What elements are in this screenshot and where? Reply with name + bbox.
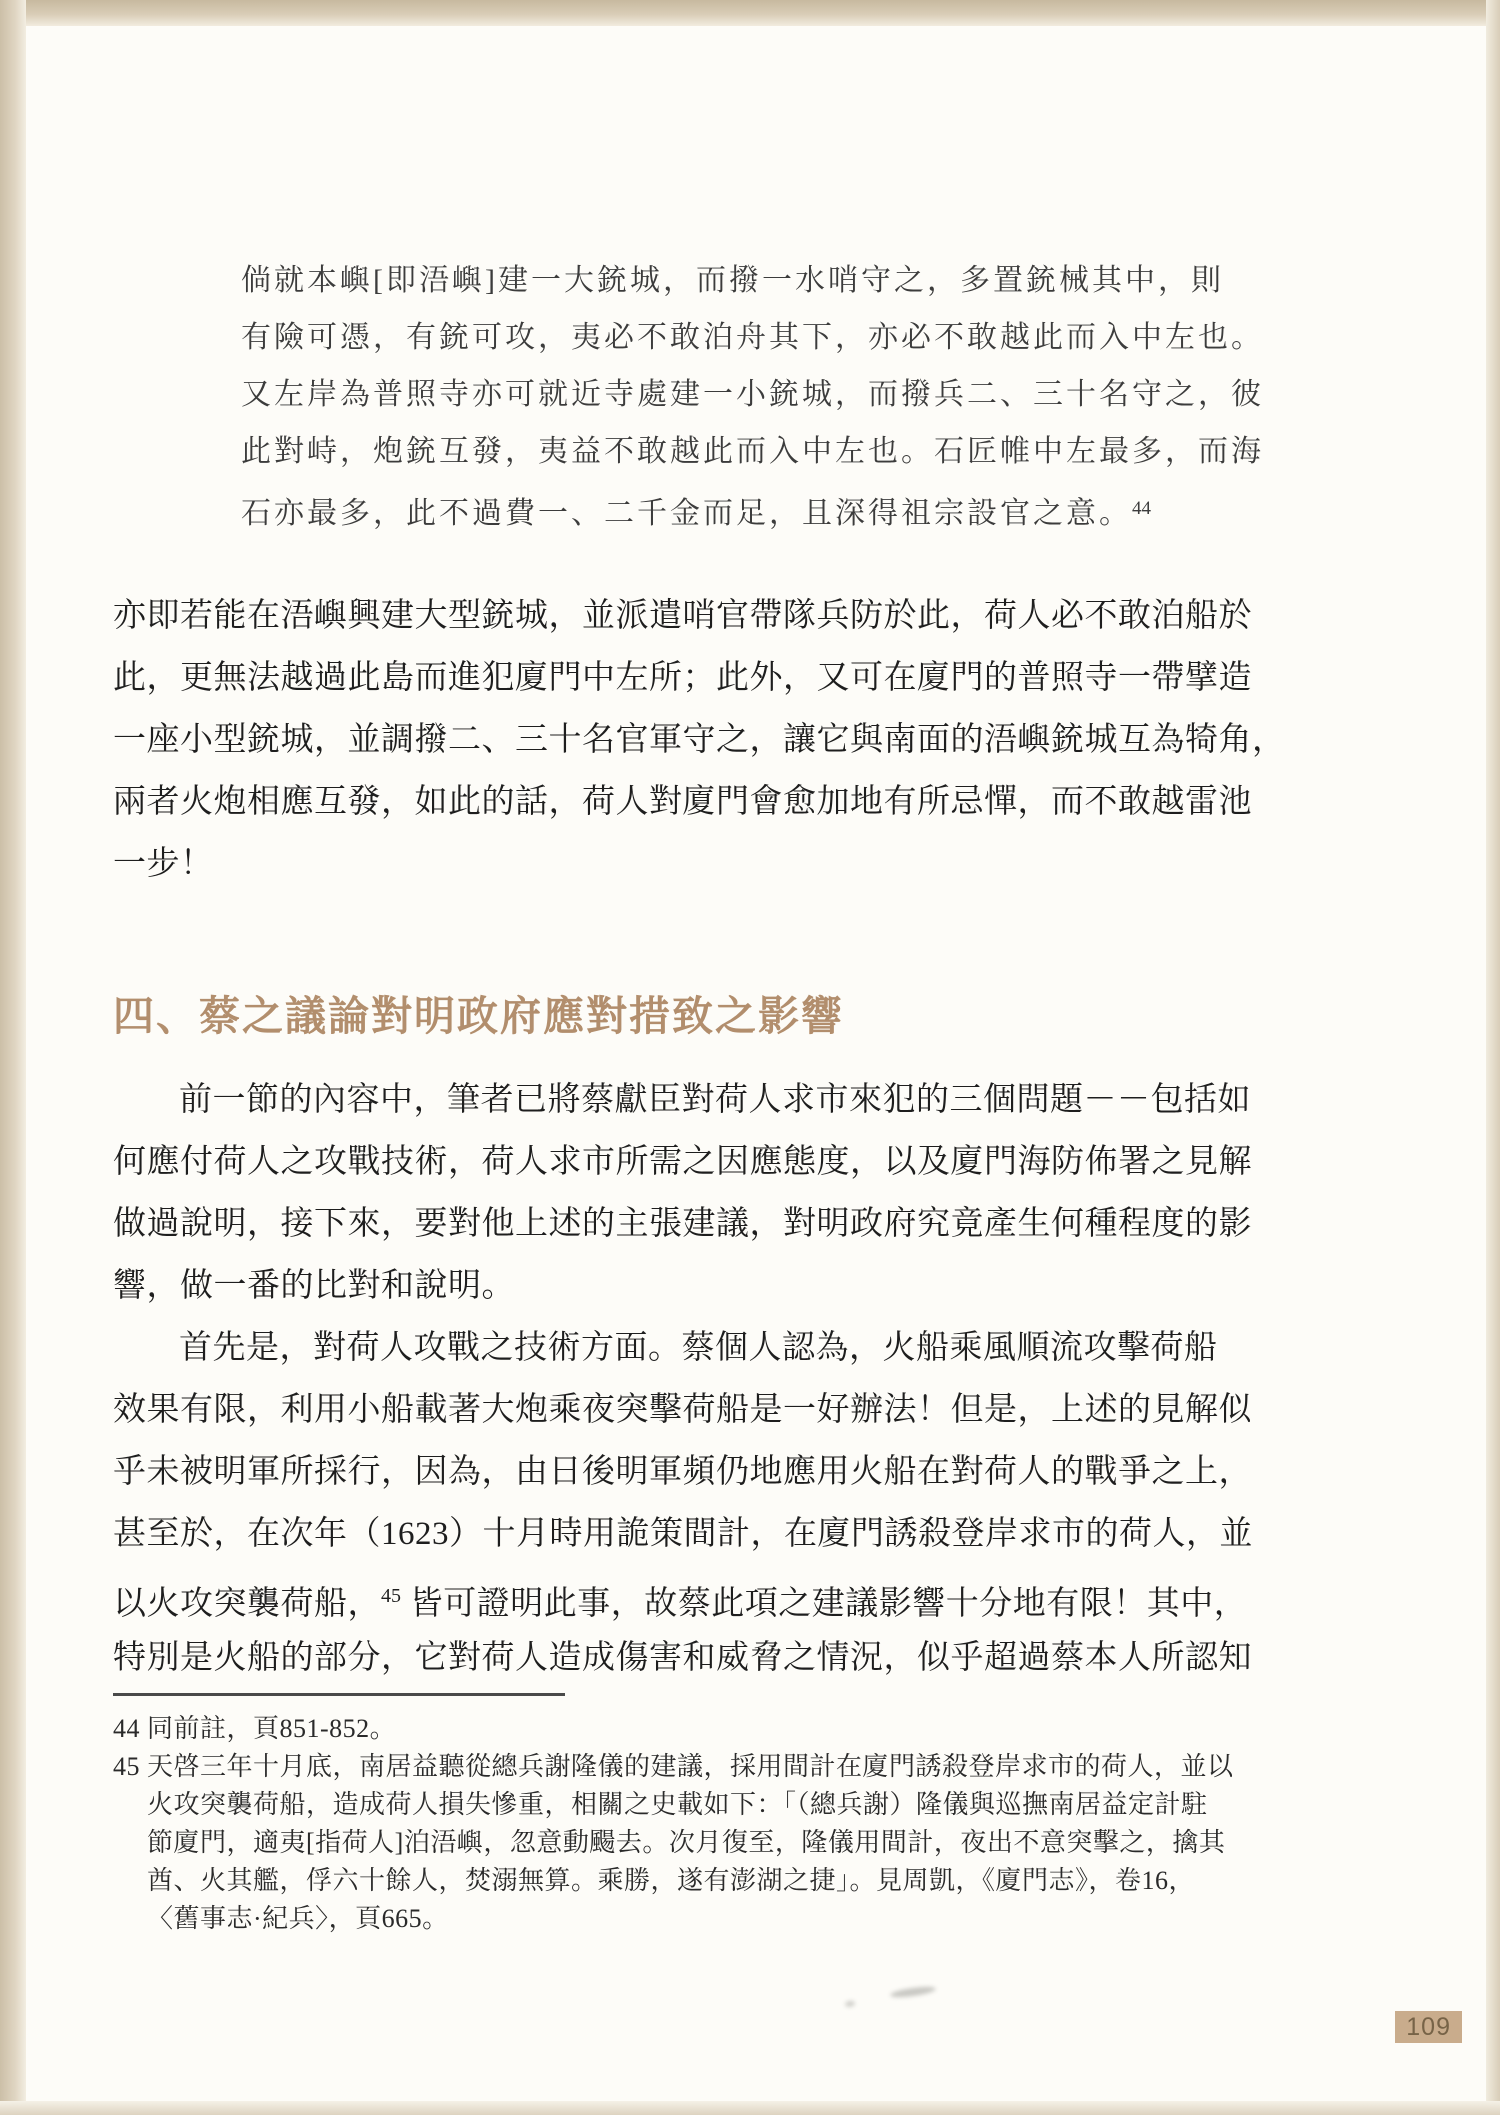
quote-line: 倘就本嶼[即浯嶼]建一大銃城，而撥一水哨守之，多置銃械其中，則 (241, 264, 1224, 297)
body-line: 做過說明，接下來，要對他上述的主張建議，對明政府究竟產生何種程度的影 (113, 1206, 1252, 1242)
quote-line-text: 石亦最多，此不過費一、二千金而足，且深得祖宗設官之意。 (241, 497, 1132, 530)
page-content (113, 0, 1308, 1938)
body-line: 特別是火船的部分，它對荷人造成傷害和威脅之情況，似乎超過蔡本人所認知 (113, 1640, 1252, 1676)
body-line: 前一節的內容中，筆者已將蔡獻臣對荷人求市來犯的三個問題－－包括如 (179, 1082, 1251, 1118)
body-line: 兩者火炮相應互發，如此的話，荷人對廈門會愈加地有所忌憚，而不敢越雷池 (113, 784, 1252, 820)
quote-line: 此對峙，炮銃互發，夷益不敢越此而入中左也。石匠帷中左最多，而海 (241, 435, 1264, 468)
footnote-45-continued: 火攻突襲荷船，造成荷人損失慘重，相關之史載如下：「（總兵謝）隆儀與巡撫南居益定計駐 (147, 1790, 1208, 1819)
footnote-marker: 45 (113, 1752, 140, 1781)
footnote-45-continued: 酋、火其艦，俘六十餘人，焚溺無算。乘勝，遂有澎湖之捷」。見周凱，《廈門志》，卷16， (147, 1866, 1196, 1895)
body-line: 一座小型銃城，並調撥二、三十名官軍守之，讓它與南面的浯嶼銃城互為犄角， (113, 722, 1286, 758)
body-line: 效果有限，利用小船載著大炮乘夜突擊荷船是一好辦法！但是，上述的見解似 (113, 1392, 1252, 1428)
body-line: 甚至於，在次年（1623）十月時用詭策間計，在廈門誘殺登岸求市的荷人，並 (113, 1516, 1253, 1552)
scan-edge-right (1486, 0, 1500, 2115)
footnote-45-continued: 〈舊事志·紀兵〉，頁665。 (147, 1904, 449, 1933)
body-line: 乎未被明軍所採行，因為，由日後明軍頻仍地應用火船在對荷人的戰爭之上， (113, 1454, 1252, 1490)
footnote-ref-45: 45 (381, 1585, 401, 1607)
quote-line: 又左岸為普照寺亦可就近寺處建一小銃城，而撥兵二、三十名守之，彼 (241, 378, 1264, 411)
body-line: 此，更無法越過此島而進犯廈門中左所；此外，又可在廈門的普照寺一帶擘造 (113, 660, 1252, 696)
block-quote (241, 252, 1308, 537)
body-line (113, 1565, 1308, 1627)
scan-edge-bottom (0, 2101, 1500, 2115)
paragraph-2 (113, 1069, 1308, 1317)
footnote-45-continued: 節廈門，適夷[指荷人]泊浯嶼，忽意動颺去。次月復至，隆儀用間計，夜出不意突擊之，擒其 (147, 1828, 1226, 1857)
page-number: 109 (1406, 2013, 1451, 2041)
body-line: 首先是，對荷人攻戰之技術方面。蔡個人認為，火船乘風順流攻擊荷船 (179, 1330, 1218, 1366)
body-line: 響，做一番的比對和說明。 (113, 1268, 515, 1304)
footnote-text: 同前註，頁851-852。 (147, 1714, 397, 1743)
footnotes (113, 1710, 1308, 1938)
section-heading: 四、蔡之議論對明政府應對措致之影響 (113, 993, 844, 1039)
body-line-text: 以火攻突襲荷船， (113, 1586, 381, 1622)
page-number-badge (1395, 2011, 1462, 2043)
footnote-text: 天啓三年十月底，南居益聽從總兵謝隆儀的建議，採用間計在廈門誘殺登岸求市的荷人，並以 (147, 1752, 1234, 1781)
footnote-marker: 44 (113, 1714, 140, 1743)
footnote-separator (113, 1693, 565, 1696)
paragraph-1 (113, 585, 1308, 895)
quote-line (241, 480, 1308, 537)
scan-edge-left (0, 0, 26, 2115)
body-line-text: 皆可證明此事，故蔡此項之建議影響十分地有限！其中， (401, 1586, 1248, 1622)
footnote-ref-44: 44 (1132, 498, 1151, 519)
footnote-44 (113, 1710, 1308, 1748)
scan-smudge (890, 1985, 937, 1999)
paragraph-3 (113, 1317, 1308, 1689)
footnote-45 (113, 1748, 1308, 1786)
body-line: 亦即若能在浯嶼興建大型銃城，並派遣哨官帶隊兵防於此，荷人必不敢泊船於 (113, 598, 1252, 634)
quote-line: 有險可憑，有銃可攻，夷必不敢泊舟其下，亦必不敢越此而入中左也。 (241, 321, 1264, 354)
body-line: 何應付荷人之攻戰技術，荷人求市所需之因應態度，以及廈門海防佈署之見解 (113, 1144, 1252, 1180)
body-line: 一步！ (113, 846, 214, 882)
